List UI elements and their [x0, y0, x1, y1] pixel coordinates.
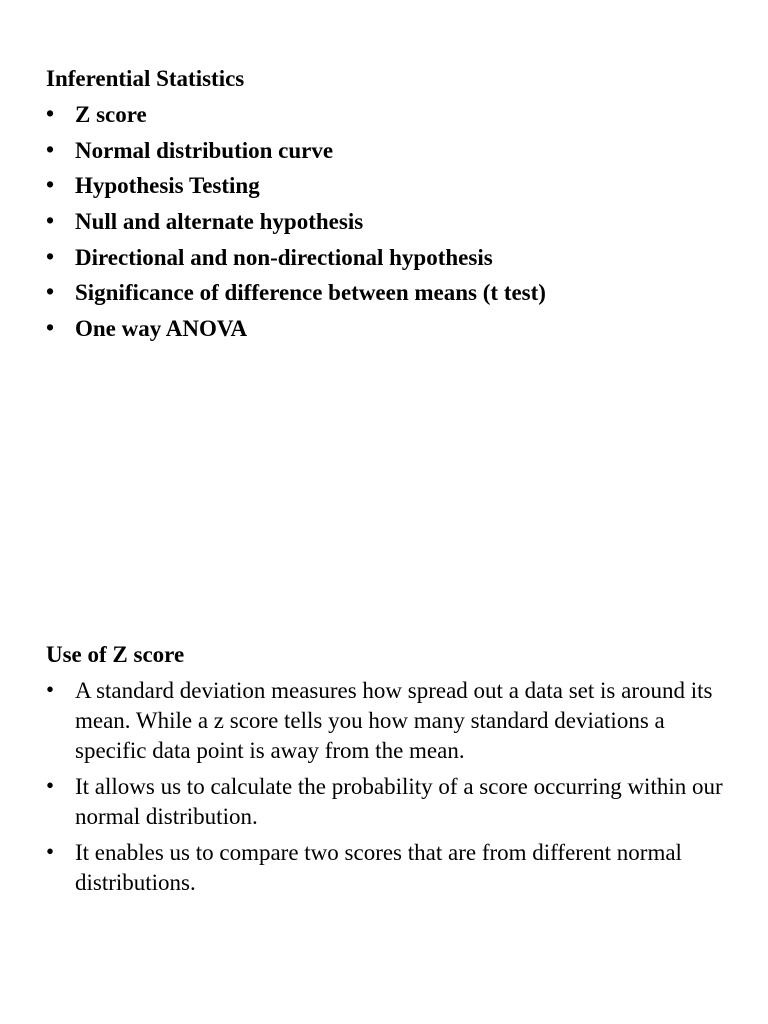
section-inferential-statistics: [46, 64, 728, 350]
list-item-text: Null and alternate hypothesis: [75, 209, 364, 235]
list-item: [46, 278, 728, 308]
bullet-icon: •: [46, 773, 55, 798]
list-item-text: Z score: [75, 102, 147, 127]
list-item: [46, 207, 728, 237]
list-item: [46, 772, 728, 832]
bullet-icon: •: [46, 839, 55, 864]
bullet-icon: •: [46, 136, 55, 162]
bullet-icon: •: [46, 279, 55, 305]
bullet-list: [46, 100, 728, 344]
list-item: [46, 243, 728, 273]
list-item-text: Significance of difference between means (t test): [75, 280, 546, 306]
bullet-icon: •: [46, 208, 55, 234]
list-item-text: A standard deviation measures how spread out a data set is around its mean. While a z score tells you how many standard deviations a specific data point is away from the mean.: [75, 678, 713, 763]
section-heading: Use of Z score: [46, 642, 185, 667]
bullet-icon: •: [46, 101, 55, 126]
list-item: [46, 838, 728, 898]
list-item-text: Hypothesis Testing: [75, 173, 260, 199]
bullet-list: [46, 676, 728, 898]
bullet-icon: •: [46, 315, 55, 341]
list-item: [46, 100, 728, 130]
bullet-icon: •: [46, 172, 55, 198]
list-item: [46, 136, 728, 166]
list-item-text: Directional and non-directional hypothesis: [75, 244, 493, 270]
list-item: [46, 171, 728, 201]
bullet-icon: •: [46, 243, 55, 269]
list-item-text: One way ANOVA: [75, 316, 248, 342]
section-heading: Inferential Statistics: [46, 66, 245, 91]
list-item: [46, 676, 728, 766]
list-item-text: Normal distribution curve: [75, 137, 334, 163]
list-item-text: It enables us to compare two scores that are from different normal distributions.: [75, 840, 682, 895]
list-item: [46, 314, 728, 344]
section-use-of-z-score: [46, 640, 728, 904]
bullet-icon: •: [46, 677, 55, 702]
list-item-text: It allows us to calculate the probability of a score occurring within our normal distribution.: [75, 774, 723, 829]
